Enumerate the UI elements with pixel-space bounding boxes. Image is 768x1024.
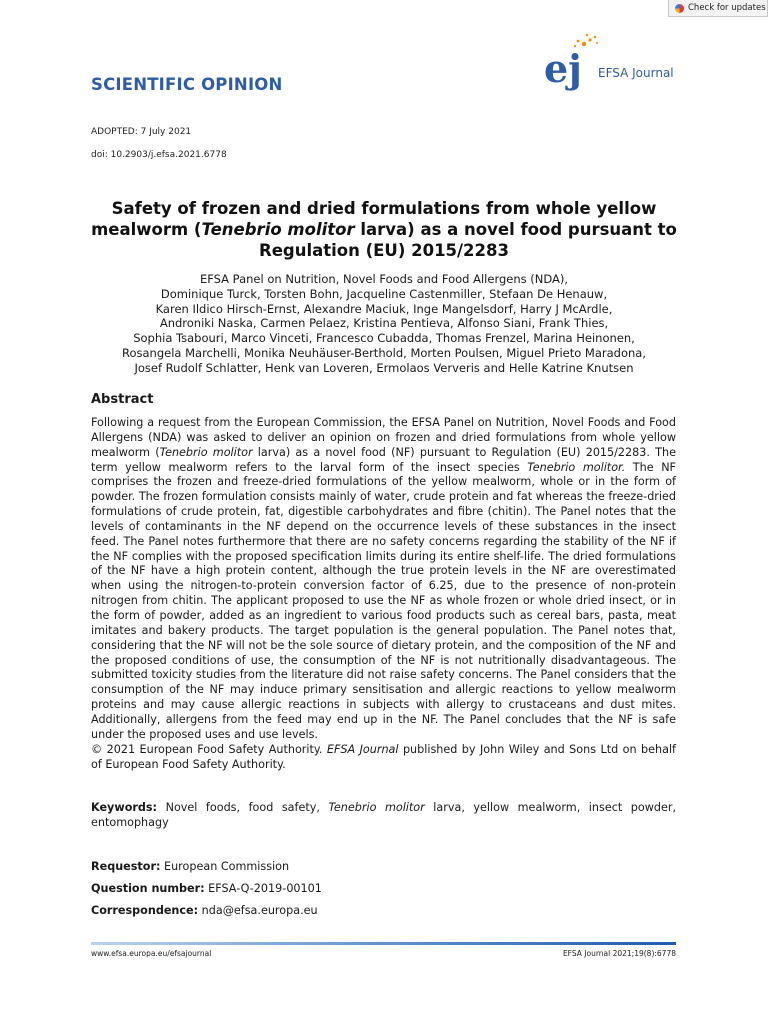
abstract-text: Following a request from the European Commission, the EFSA Panel on Nutrition, Novel Foods and Food Allergens (NDA) was asked to deliver an opinion on frozen and dried formulations from whole yellow mealworm (Tenebrio molitor larva) as a novel food (NF) pursuant to Regulation (EU) 2015/2283. The term yellow mealworm refers to the larval form of the insect species Tenebrio molitor. The NF comprises the frozen and freeze-dried formulations of the yellow mealworm, whole or in the form of powder. The frozen formulation consists mainly of water, crude protein and fat whereas the freeze-dried formulations of crude protein, fat, digestible carbohydrates and fibre (chitin). The Panel notes that the levels of contaminants in the NF depend on the occurrence levels of these substances in the insect feed. The Panel notes furthermore that there are no safety concerns regarding the stability of the NF if the NF complies with the proposed specification limits during its entire shelf-life. The dried formulations of the NF have a high protein content, although the true protein levels in the NF are overestimated when using the nitrogen-to-protein conversion factor of 6.25, due to the presence of non-protein nitrogen from chitin. The applicant proposed to use the NF as whole frozen or whole dried insect, or in the form of powder, added as an ingredient to various food products such as cereal bars, pasta, meat imitates and bakery products. The target population is the general population. The Panel notes that, considering that the NF will not be the sole source of dietary protein, and the composition of the NF and the proposed conditions of use, the consumption of the NF is not nutritionally disadvantageous. The submitted toxicity studies from the literature did not raise safety concerns. The Panel considers that the consumption of the NF may induce primary sensitisation and allergic reactions to yellow mealworm proteins and may cause allergic reactions in subjects with allergy to crustaceans and dust mites. Additionally, allergens from the feed may end up in the NF. The Panel concludes that the NF is safe under the proposed uses and use levels. [91, 416, 676, 741]
requestor-field: Requestor: European Commission [91, 860, 290, 873]
question-number-field: Question number: EFSA-Q-2019-00101 [91, 882, 322, 895]
correspondence-field: Correspondence: nda@efsa.europa.eu [91, 904, 318, 917]
author-line: Androniki Naska, Carmen Pelaez, Kristina Pentieva, Alfonso Siani, Frank Thies, [159, 316, 609, 331]
article-title: Safety of frozen and dried formulations from whole yellow mealworm (Tenebrio molitor larva) as a novel food pursuant to Regulation (EU) 2015/2283 [91, 199, 677, 260]
author-line: Dominique Turck, Torsten Bohn, Jacqueline Castenmiller, Stefaan De Henauw, [160, 286, 608, 301]
doi: doi: 10.2903/j.efsa.2021.6778 [91, 150, 227, 160]
check-for-updates-button[interactable] [668, 0, 768, 17]
keywords: Keywords: Novel foods, food safety, Tenebrio molitor larva, yellow mealworm, insect powder, entomophagy [91, 801, 677, 829]
copyright-notice: © 2021 European Food Safety Authority. EFSA Journal published by John Wiley and Sons Ltd on behalf of European Food Safety Authority. [91, 743, 676, 771]
author-line: Rosangela Marchelli, Monika Neuhäuser-Berthold, Morten Poulsen, Miguel Prieto Maradona, [121, 345, 647, 360]
check-for-updates-label: Check for updates [688, 3, 766, 13]
author-line: Sophia Tsabouri, Marco Vinceti, Francesco Cubadda, Thomas Frenzel, Marina Heinonen, [133, 331, 635, 346]
footer-rule [91, 942, 676, 945]
author-line: EFSA Panel on Nutrition, Novel Foods and Food Allergens (NDA), [199, 272, 569, 286]
author-line: Josef Rudolf Schlatter, Henk van Loveren, Ermolaos Ververis and Helle Katrine Knutsen [134, 360, 634, 375]
abstract-heading: Abstract [91, 392, 154, 407]
footer-citation: EFSA Journal 2021;19(8):6778 [562, 949, 676, 958]
footer-journal-url[interactable]: www.efsa.europa.eu/efsajournal [91, 949, 212, 958]
correspondence-email[interactable]: nda@efsa.europa.eu [198, 904, 318, 917]
journal-name: EFSA Journal [598, 66, 674, 80]
adopted-date: ADOPTED: 7 July 2021 [91, 127, 192, 137]
author-list [84, 272, 684, 376]
crossmark-icon [675, 4, 684, 13]
logo-mark: ej [544, 46, 582, 91]
section-label: SCIENTIFIC OPINION [91, 75, 283, 94]
author-line: Karen Ildico Hirsch-Ernst, Alexandre Maciuk, Inge Mangelsdorf, Harry J McArdle, [155, 301, 613, 316]
